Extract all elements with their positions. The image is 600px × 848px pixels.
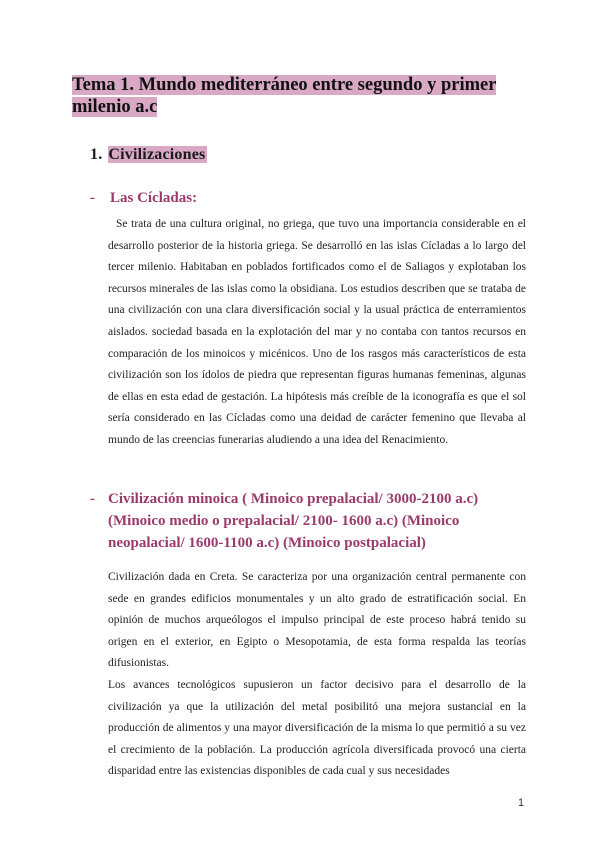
- subsection-title: Civilización minoica ( Minoico prepalacial/ 3000-2100 a.c) (Minoico medio o prepalacial/ 2100- 1600 a.c) (Minoico neopalacial/ 1600-1100 a.c) (Minoico postpalacial): [108, 491, 479, 551]
- section-heading: [90, 145, 207, 165]
- title-line-1: Tema 1. Mundo mediterráneo entre segundo y primer: [72, 75, 497, 95]
- paragraph-minoica-2: Los avances tecnológicos supusieron un factor decisivo para el desarrollo de la civilización ya que la utilización del metal posibilitó una mejora sustancial en la producción de alimentos y una mayor diversificación de la misma lo que permitió a su vez el crecimiento de la población. La producción agrícola diversificada provocó una cierta disparidad entre las existencias disponibles de cada cual y sus necesidades: [108, 679, 526, 778]
- subsection-heading-minoica: [90, 488, 510, 554]
- bullet-dash: -: [90, 190, 95, 206]
- page-number: 1: [518, 797, 525, 809]
- paragraph-minoica-1: Civilización dada en Creta. Se caracteriza por una organización central permanente con sede en grandes edificios monumentales y un alto grado de estratificación social. En opinión de muchos arqueólogos el impulso principal de este proceso habrá tenido su origen en el exterior, en Egipto o Mesopotamia, de esta forma respalda las teorías difusionistas.: [108, 571, 526, 670]
- paragraph-cicladas: Se trata de una cultura original, no griega, que tuvo una importancia considerable en el desarrollo posterior de la historia griega. Se desarrolló en las islas Cícladas a lo largo del tercer milenio. Habitaban en poblados fortificados como el de Saliagos y explotaban los recursos minerales de las islas como la obsidiana. Los estudios describen que se trataba de una civilización con una clara diversificación social y la usual práctica de enterramientos aislados. sociedad basada en la explotación del mar y no contaba con tantos recursos en comparación de los minoicos y micénicos. Uno de los rasgos más característicos de esta civilización son los ídolos de piedra que representan figuras humanas femeninas, algunas de ellas en esta edad de gestación. La hipótesis más creíble de la iconografía es que el sol sería considerado en las Cícladas como una deidad de carácter femenino que llevaba al mundo de las creencias funerarias aludiendo a una idea del Renacimiento.: [108, 218, 526, 446]
- section-number: 1.: [90, 146, 103, 163]
- subsection-title: Las Cícladas:: [110, 190, 198, 206]
- title-line-2: milenio a.c: [72, 97, 158, 117]
- section-title: Civilizaciones: [108, 146, 206, 163]
- subsection-heading-cicladas: [90, 187, 197, 209]
- document-title: [72, 74, 532, 118]
- bullet-dash: -: [90, 491, 95, 507]
